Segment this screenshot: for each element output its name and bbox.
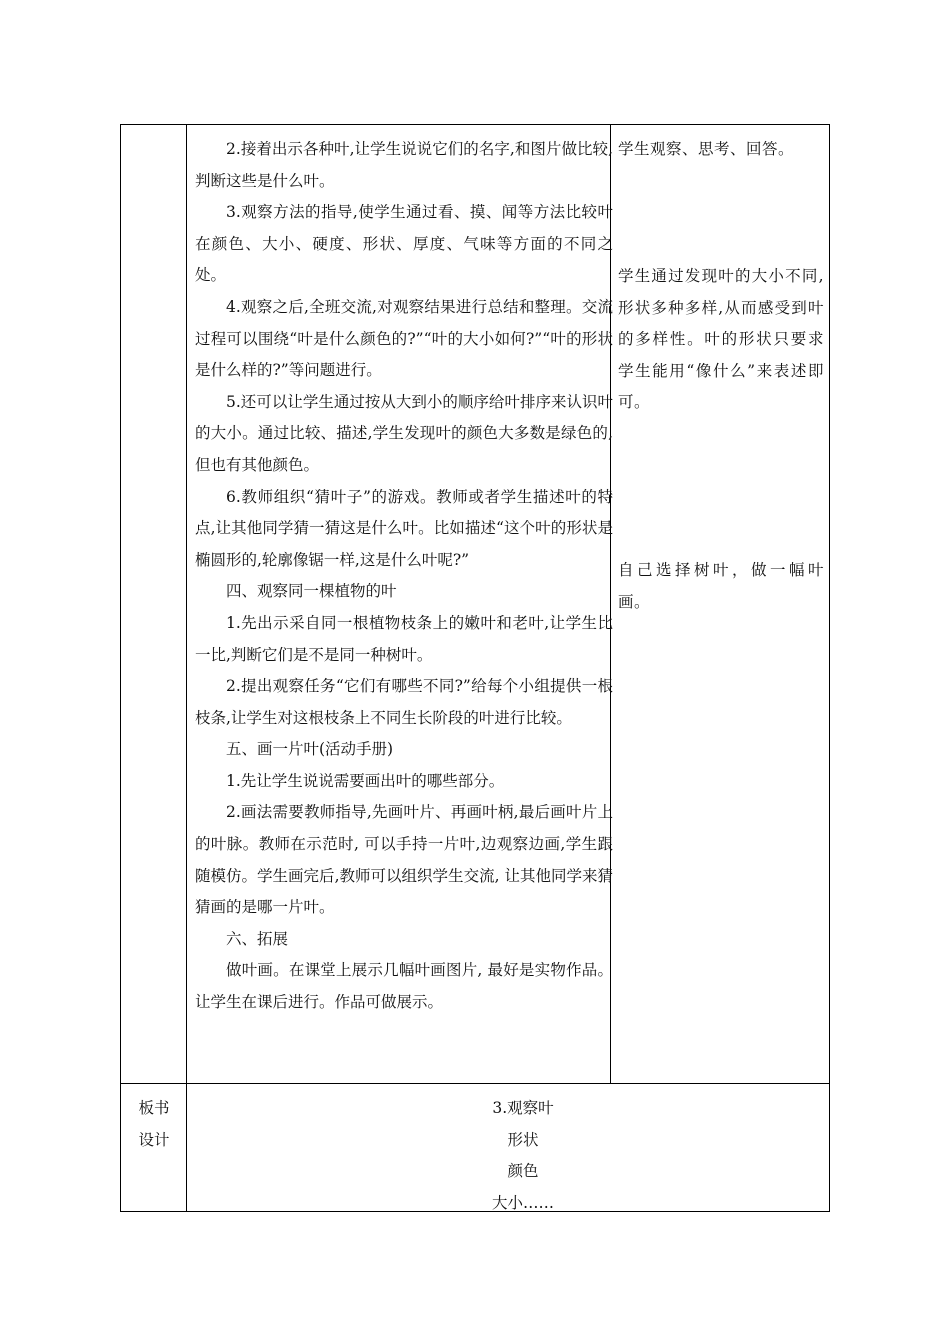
process-step: 2.提出观察任务“它们有哪些不同?”给每个小组提供一根枝条,让学生对这根枝条上不同生长阶段的叶进行比较。 — [195, 677, 613, 727]
student-activity-note: 自己选择树叶，做一幅叶画。 — [618, 561, 824, 611]
process-step: 2.接着出示各种叶,让学生说说它们的名字,和图片做比较,判断这些是什么叶。 — [195, 140, 613, 190]
board-label-line: 设计 — [138, 1130, 170, 1149]
board-design-content — [187, 1083, 829, 1219]
student-activity-note: 学生观察、思考、回答。 — [618, 140, 795, 158]
student-activity-note: 学生通过发现叶的大小不同,形状多种多样,从而感受到叶的多样性。叶的形状只要求学生能用“像什么”来表述即可。 — [618, 267, 824, 412]
teaching-process-column — [195, 134, 613, 1019]
process-step: 1.先让学生说说需要画出叶的哪些部分。 — [226, 771, 505, 790]
process-step: 1.先出示采自同一根植物枝条上的嫩叶和老叶,让学生比一比,判断它们是不是同一种树叶。 — [195, 613, 613, 664]
section-heading: 五、画一片叶(活动手册) — [226, 740, 394, 759]
board-line: 颜色 — [507, 1162, 539, 1181]
board-design-label — [121, 1083, 187, 1156]
process-step: 6.教师组织“猜叶子”的游戏。教师或者学生描述叶的特点,让其他同学猜一猜这是什么叶。比如描述“这个叶的形状是椭圆形的,轮廓像锯一样,这是什么叶呢?” — [195, 487, 613, 569]
board-line: 3.观察叶 — [492, 1099, 554, 1117]
board-line: 大小…… — [491, 1193, 554, 1212]
process-step: 4.观察之后,全班交流,对观察结果进行总结和整理。交流过程可以围绕“叶是什么颜色的?”“叶的大小如何?”“叶的形状是什么样的?”等问题进行。 — [195, 297, 613, 380]
board-label-line: 板书 — [138, 1099, 170, 1117]
col-divider-left — [186, 125, 187, 1212]
lesson-table — [120, 124, 830, 1212]
process-step: 做叶画。在课堂上展示几幅叶画图片, 最好是实物作品。让学生在课后进行。作品可做展示。 — [195, 961, 613, 1012]
process-step: 5.还可以让学生通过按从大到小的顺序给叶排序来认识叶的大小。通过比较、描述,学生发现叶的颜色大多数是绿色的,但也有其他颜色。 — [195, 392, 613, 474]
process-step: 2.画法需要教师指导,先画叶片、再画叶柄,最后画叶片上的叶脉。教师在示范时, 可以手持一片叶,边观察边画,学生跟随模仿。学生画完后,教师可以组织学生交流, 让其他同学来猜猜画的是哪一片叶。 — [195, 803, 613, 917]
board-line: 形状 — [507, 1130, 539, 1149]
process-step: 3.观察方法的指导,使学生通过看、摸、闻等方法比较叶在颜色、大小、硬度、形状、厚度、气味等方面的不同之处。 — [195, 203, 613, 285]
section-heading: 四、观察同一棵植物的叶 — [226, 582, 397, 601]
section-heading: 六、拓展 — [226, 929, 289, 948]
